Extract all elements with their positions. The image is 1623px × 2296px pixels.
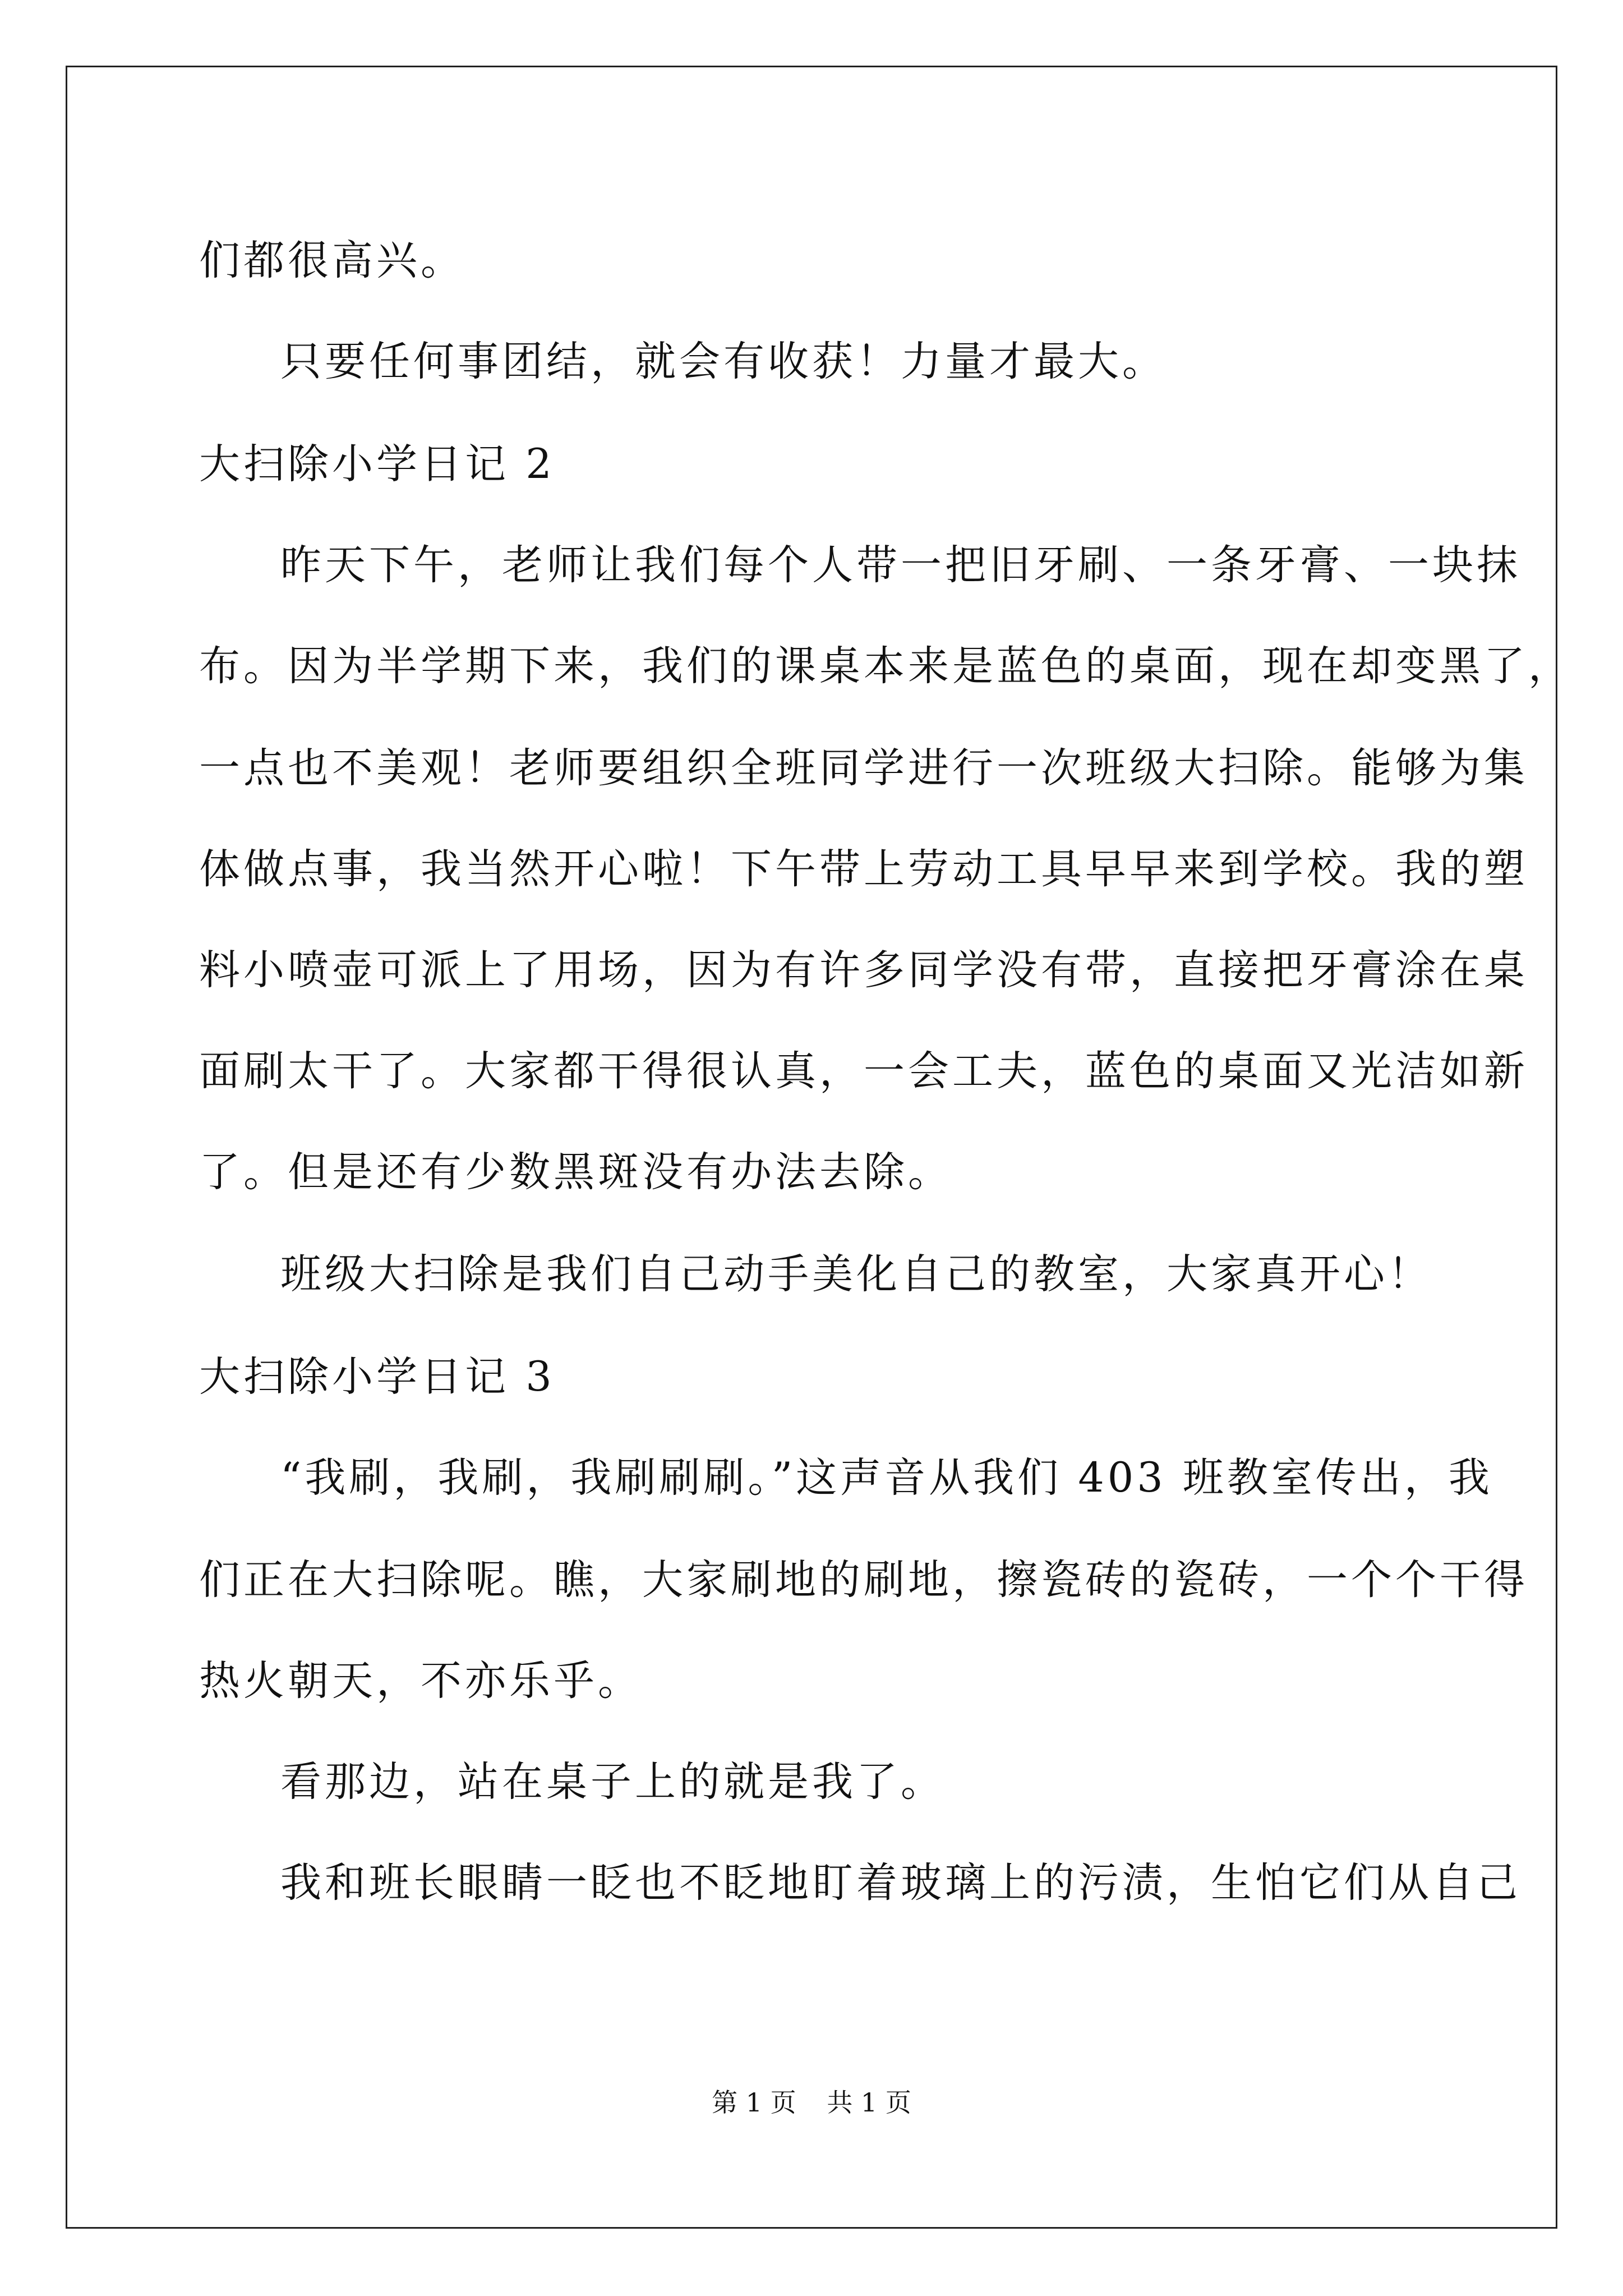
section-heading: 大扫除小学日记 3 — [199, 1353, 555, 1401]
page-total: 共 1 页 — [827, 2087, 911, 2118]
text-line: 一点也不美观！老师要组织全班同学进行一次班级大扫除。能够为集 — [199, 744, 1528, 792]
text-line: “我刷，我刷，我刷刷刷。”这声音从我们 403 班教室传出，我 — [280, 1454, 1493, 1502]
page-number: 第 1 页 — [712, 2087, 796, 2118]
page-footer — [0, 2082, 1623, 2119]
text-line: 们都很高兴。 — [199, 237, 465, 284]
text-line: 昨天下午，老师让我们每个人带一把旧牙刷、一条牙膏、一块抹 — [280, 541, 1521, 589]
text-line: 我和班长眼睛一眨也不眨地盯着玻璃上的污渍，生怕它们从自己 — [280, 1859, 1521, 1907]
text-line: 们正在大扫除呢。瞧，大家刷地的刷地，擦瓷砖的瓷砖，一个个干得 — [199, 1556, 1528, 1604]
text-line: 热火朝天，不亦乐乎。 — [199, 1657, 642, 1705]
text-line: 看那边，站在桌子上的就是我了。 — [280, 1758, 945, 1806]
text-line: 布。因为半学期下来，我们的课桌本来是蓝色的桌面，现在却变黑了， — [199, 642, 1573, 690]
text-line: 体做点事，我当然开心啦！下午带上劳动工具早早来到学校。我的塑 — [199, 845, 1528, 893]
text-line: 了。但是还有少数黑斑没有办法去除。 — [199, 1148, 952, 1196]
text-line: 面刷太干了。大家都干得很认真，一会工夫，蓝色的桌面又光洁如新 — [199, 1047, 1528, 1095]
text-line: 只要任何事团结，就会有收获！力量才最大。 — [280, 338, 1166, 385]
section-heading: 大扫除小学日记 2 — [199, 440, 555, 488]
text-line: 班级大扫除是我们自己动手美化自己的教室，大家真开心！ — [280, 1250, 1432, 1298]
text-line: 料小喷壶可派上了用场，因为有许多同学没有带，直接把牙膏涂在桌 — [199, 946, 1528, 994]
